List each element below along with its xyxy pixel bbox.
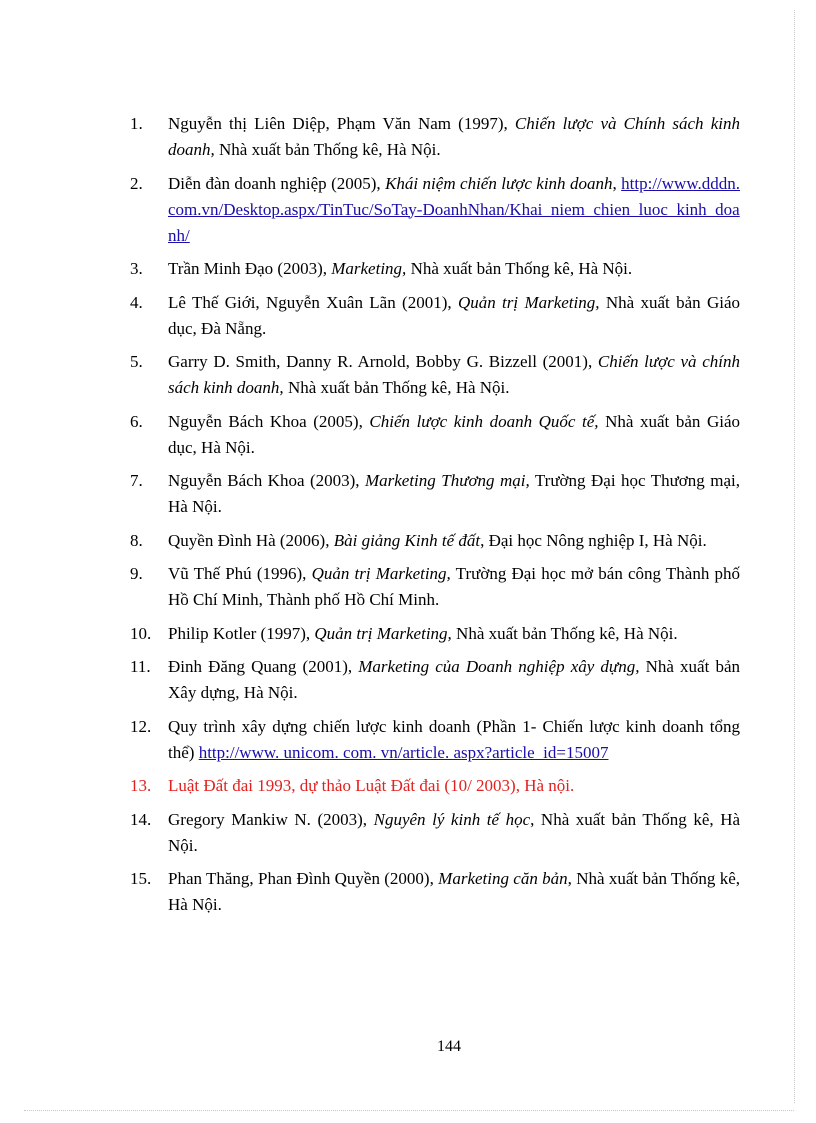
reference-authors: Garry D. Smith, Danny R. Arnold, Bobby G. Bizzell (2001), <box>168 352 598 371</box>
reference-item <box>130 171 740 249</box>
reference-authors: Trần Minh Đạo (2003), <box>168 259 332 278</box>
reference-authors: Đinh Đăng Quang (2001), <box>168 657 359 676</box>
reference-authors: Diễn đàn doanh nghiệp (2005), <box>168 173 386 193</box>
reference-title: Nguyên lý kinh tế học <box>373 809 531 829</box>
reference-authors: Lê Thế Giới, Nguyễn Xuân Lãn (2001), <box>168 292 458 312</box>
reference-number: 3. <box>130 259 143 278</box>
reference-authors: Luật Đất đai 1993, dự thảo Luật Đất đai (10/ 2003), Hà nội. <box>168 776 575 795</box>
reference-number: 12. <box>130 716 152 736</box>
page-border-right <box>794 10 795 1103</box>
reference-publisher: , <box>612 173 622 193</box>
reference-authors: Nguyễn thị Liên Diệp, Phạm Văn Nam (1997), <box>168 114 515 133</box>
reference-authors: Phan Thăng, Phan Đình Quyền (2000), <box>168 869 439 888</box>
reference-title: Chiến lược và Chính sách kinh doanh, <box>168 114 740 159</box>
reference-publisher: Nhà xuất bản Xây dựng, Hà Nội. <box>168 657 741 702</box>
reference-title: Bài giảng Kinh tế đất <box>333 530 481 550</box>
reference-item <box>130 409 740 461</box>
reference-number: 15. <box>130 869 152 888</box>
reference-publisher: Nhà xuất bản Thống kê, Hà Nội. <box>283 378 510 397</box>
reference-number: 13. <box>130 776 152 795</box>
reference-title: Marketing căn bản <box>438 869 568 888</box>
page-number: 144 <box>437 1038 461 1055</box>
reference-authors: Gregory Mankiw N. (2003), <box>168 809 374 829</box>
reference-authors: Nguyễn Bách Khoa (2003), <box>168 471 365 490</box>
reference-item <box>130 807 740 859</box>
reference-number: 1. <box>130 114 143 133</box>
reference-number: 10. <box>130 623 152 643</box>
reference-publisher: Nhà xuất bản Thống kê, Hà Nội. <box>214 140 441 159</box>
reference-item <box>130 349 740 401</box>
reference-title: Chiến lược và chính sách kinh doanh, <box>168 352 740 397</box>
reference-publisher: Nhà xuất bản Thống kê, Hà Nội. <box>406 259 633 278</box>
reference-publisher: , Đại học Nông nghiệp I, Hà Nội. <box>480 530 707 550</box>
reference-item <box>130 111 740 163</box>
page-border-bottom <box>24 1110 794 1111</box>
reference-title: Marketing, <box>331 259 407 278</box>
reference-item <box>130 290 740 342</box>
reference-item <box>130 256 740 282</box>
reference-item <box>130 528 740 554</box>
reference-number: 14. <box>130 809 152 829</box>
reference-authors: Vũ Thế Phú (1996), <box>168 564 312 583</box>
reference-publisher: Trường Đại học Thương mại, Hà Nội. <box>168 471 740 516</box>
reference-number: 5. <box>130 352 143 371</box>
reference-number: 7. <box>130 471 143 490</box>
reference-title: Chiến lược kinh doanh Quốc tế, <box>369 411 599 431</box>
reference-publisher: Nhà xuất bản Thống kê, Hà Nội. <box>451 623 678 643</box>
reference-item <box>130 866 740 918</box>
reference-title: Quản trị Marketing, <box>311 564 451 583</box>
reference-number: 8. <box>130 530 143 550</box>
reference-link[interactable]: http://www. unicom. com. vn/article. aspx?article_id=15007 <box>198 742 609 762</box>
reference-authors: Nguyễn Bách Khoa (2005), <box>168 411 370 431</box>
reference-publisher: Trường Đại học mở bán công Thành phố Hồ Chí Minh, Thành phố Hồ Chí Minh. <box>168 564 740 609</box>
reference-list <box>130 111 740 926</box>
reference-item <box>130 621 740 647</box>
reference-item <box>130 468 740 520</box>
reference-title: Quản trị Marketing, <box>457 292 600 312</box>
reference-number: 11. <box>130 657 151 676</box>
reference-item <box>130 561 740 613</box>
reference-publisher: Nhà xuất bản Giáo dục, Hà Nội. <box>168 411 740 457</box>
reference-number: 9. <box>130 564 143 583</box>
reference-authors: Quy trình xây dựng chiến lược kinh doanh (Phần 1- Chiến lược kinh doanh tổng thể) <box>168 716 740 762</box>
reference-publisher: , Nhà xuất bản Thống kê, Hà Nội. <box>168 809 741 855</box>
reference-number: 2. <box>130 173 143 193</box>
reference-title: Quản trị Marketing, <box>314 623 452 643</box>
reference-authors: Philip Kotler (1997), <box>168 623 315 643</box>
reference-publisher: , Nhà xuất bản Thống kê, Hà Nội. <box>168 869 741 914</box>
reference-item <box>130 654 740 706</box>
reference-publisher: Nhà xuất bản Giáo dục, Đà Nẵng. <box>168 292 741 338</box>
reference-title: Marketing của Doanh nghiệp xây dựng, <box>358 657 640 676</box>
reference-link[interactable]: http://www.dddn.com.vn/Desktop.aspx/TinTuc/SoTay-DoanhNhan/Khai_niem_chien_luoc_kinh_doanh/ <box>168 173 740 245</box>
reference-item <box>130 714 740 766</box>
reference-title: Khái niệm chiến lược kinh doanh <box>385 173 613 193</box>
reference-number: 4. <box>130 292 143 312</box>
reference-authors: Quyền Đình Hà (2006), <box>168 530 334 550</box>
reference-item-highlighted <box>130 773 740 799</box>
reference-title: Marketing Thương mại, <box>364 471 530 490</box>
reference-number: 6. <box>130 411 143 431</box>
